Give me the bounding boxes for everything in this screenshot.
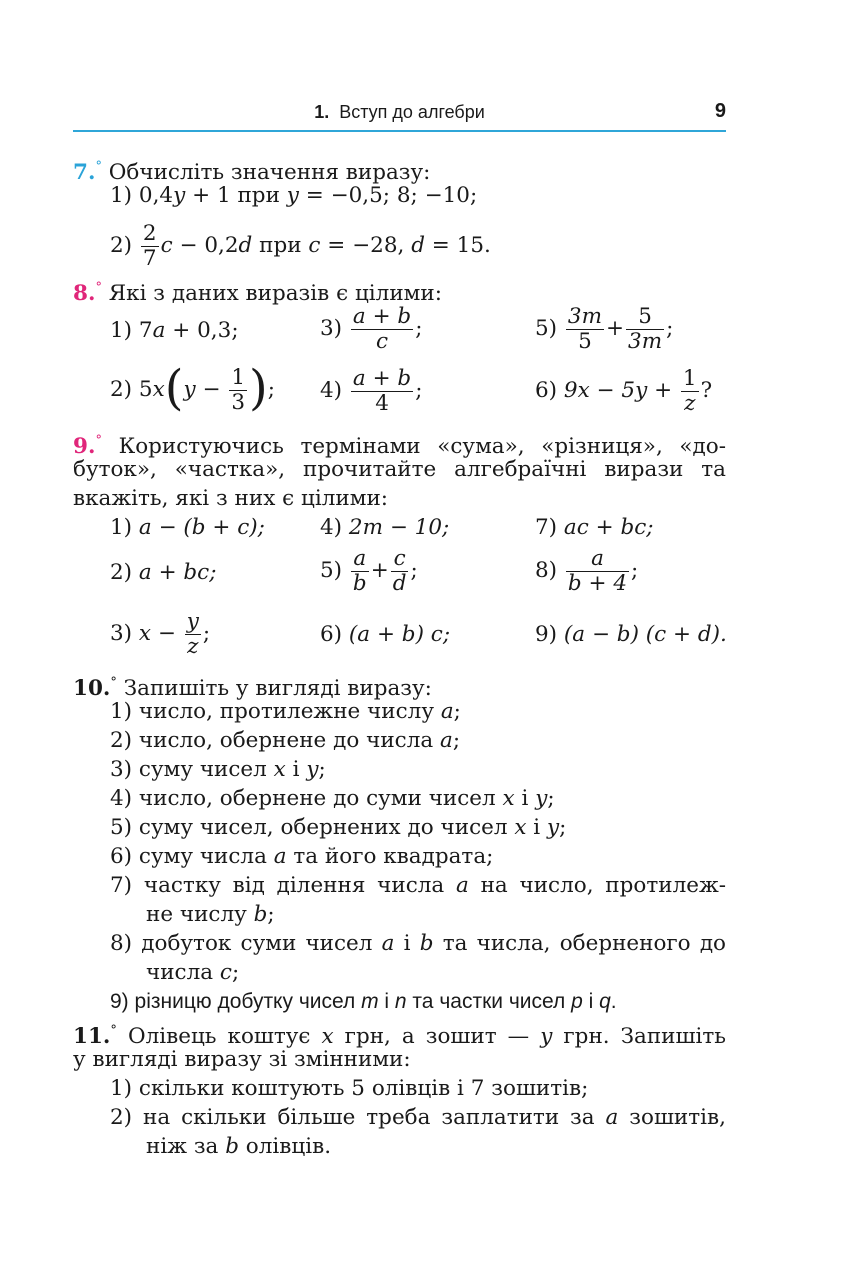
problem-9-line-3: вкажіть, які з них є цілими:	[73, 486, 389, 511]
problem-9-line-1: 9.° Користуючись термінами «сума», «різниця», «до-	[73, 433, 726, 459]
problem-9-line-2: буток», «частка», прочитайте алгебраїчні вирази та	[73, 457, 726, 482]
problem-9-item-2: 2) a + bc;	[110, 560, 217, 585]
problem-10-item-1: 1) число, протилежне числу a;	[110, 699, 461, 724]
problem-10-item-7: 7) частку від ділення числа a на число, протилеж-	[110, 873, 726, 898]
problem-11-line-2: у вигляді виразу зі змінними:	[73, 1047, 411, 1072]
problem-10-item-9: 9) різницю добутку чисел m і n та частки чисел p і q.	[110, 990, 617, 1013]
problem-10-item-8: 8) добуток суми чисел a і b та числа, оберненого до	[110, 931, 726, 956]
problem-9-item-6: 6) (a + b) c;	[320, 622, 451, 647]
problem-10-item-2: 2) число, обернене до числа a;	[110, 728, 461, 753]
problem-9-item-7: 7) ac + bc;	[535, 515, 654, 540]
problem-8-item-2: 2) 5x(y − $\frac{1}{3}$ );	[110, 360, 275, 416]
fraction: $\frac{5}{3m}$	[628, 304, 663, 354]
problem-10-heading: 10.° Запишіть у вигляді виразу:	[73, 675, 432, 701]
fraction: $\frac{y}{z}$	[186, 609, 199, 659]
problem-8-item-3: 3) $\frac{a + b}{c}$ ;	[320, 304, 423, 354]
fraction: $\frac{3m}{5}$	[567, 304, 602, 354]
problem-9-item-1: 1) a − (b + c);	[110, 515, 265, 540]
problem-10-item-8-cont: числа c;	[146, 960, 240, 985]
problem-8-item-4: 4) $\frac{a + b}{4}$ ;	[320, 366, 423, 416]
problem-11-item-2-cont: ніж за b олівців.	[146, 1134, 332, 1159]
problem-8-heading: 8.° Які з даних виразів є цілими:	[73, 280, 442, 306]
fraction: $\frac{a}{b}$	[352, 546, 367, 596]
fraction: $\frac{a}{b + 4}$	[567, 546, 628, 596]
problem-11-item-2: 2) на скільки більше треба заплатити за a зошитів,	[110, 1105, 726, 1130]
problem-11-line-1: 11.° Олівець коштує x грн, а зошит — y грн. Запишіть	[73, 1023, 726, 1049]
problem-7-item-2: 2) $\frac{2}{7}$ c − 0,2d при c = −28, d = 15.	[110, 221, 491, 271]
page-number: 9	[714, 100, 726, 122]
problem-9-item-4: 4) 2m − 10;	[320, 515, 450, 540]
chapter-title: 1. Вступ до алгебри	[314, 102, 485, 122]
problem-7-item-1: 1) 0,4y + 1 при y = −0,5; 8; −10;	[110, 183, 478, 208]
problem-10-item-6: 6) суму числа a та його квадрата;	[110, 844, 494, 869]
problem-8-item-1: 1) 7a + 0,3;	[110, 318, 239, 343]
problem-7-heading: 7.° Обчисліть значення виразу:	[73, 159, 431, 185]
fraction: $\frac{c}{d}$	[392, 546, 407, 596]
problem-8-item-6: 6) 9x − 5y + $\frac{1}{z}$ ?	[535, 366, 713, 416]
fraction: $\frac{1}{3}$	[231, 365, 246, 415]
fraction: $\frac{2}{7}$	[142, 221, 157, 271]
fraction: $\frac{a + b}{4}$	[352, 366, 412, 416]
problem-9-item-9: 9) (a − b) (c + d).	[535, 622, 727, 647]
problem-9-item-8: 8) $\frac{a}{b + 4}$ ;	[535, 546, 639, 596]
problem-9-item-3: 3) x − $\frac{y}{z}$ ;	[110, 609, 211, 659]
problem-10-item-3: 3) суму чисел x і y;	[110, 757, 326, 782]
fraction: $\frac{a + b}{c}$	[352, 304, 412, 354]
fraction: $\frac{1}{z}$	[682, 366, 697, 416]
problem-9-item-5: 5) $\frac{a}{b}$ + $\frac{c}{d}$ ;	[320, 546, 418, 596]
problem-10-item-5: 5) суму чисел, обернених до чисел x і y;	[110, 815, 567, 840]
problem-10-item-4: 4) число, обернене до суми чисел x і y;	[110, 786, 555, 811]
problem-10-item-7-cont: не числу b;	[146, 902, 275, 927]
page-header	[73, 100, 726, 132]
problem-11-item-1: 1) скільки коштують 5 олівців і 7 зошитів;	[110, 1076, 589, 1101]
problem-8-item-5: 5) $\frac{3m}{5}$ + $\frac{5}{3m}$ ;	[535, 304, 674, 354]
